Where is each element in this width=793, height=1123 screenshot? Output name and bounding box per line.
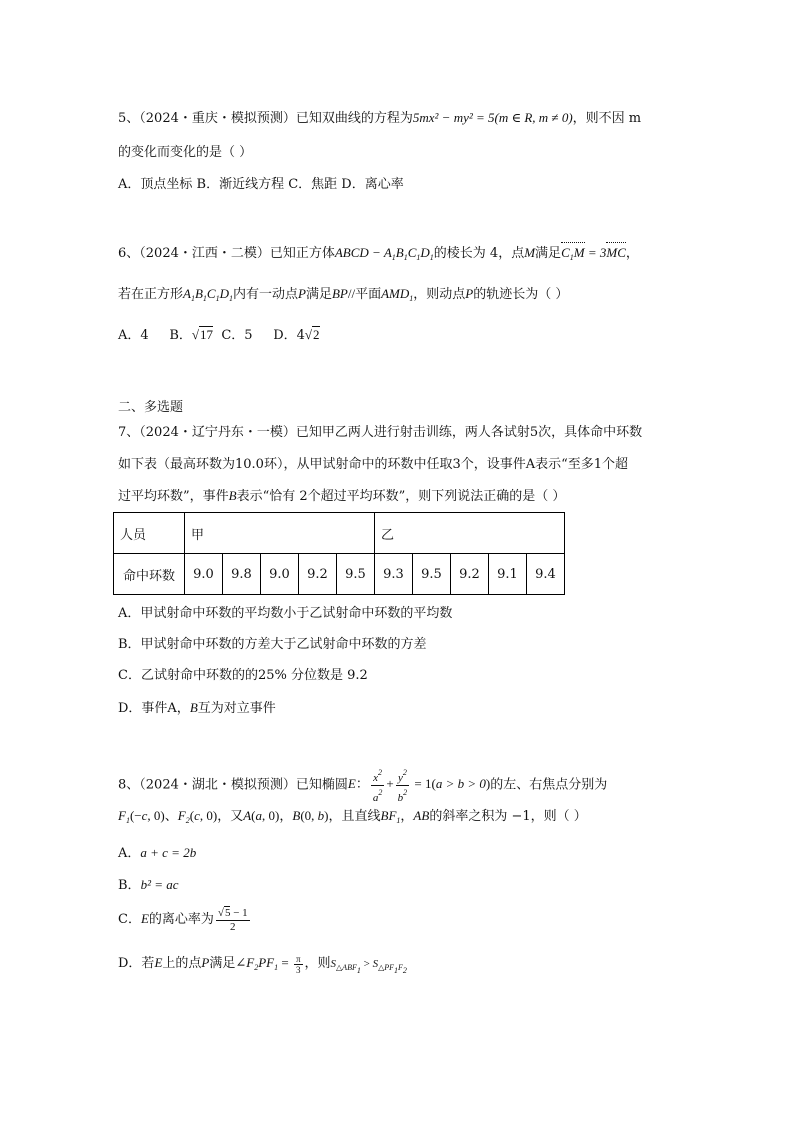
cell-value: 9.5 (413, 554, 451, 595)
q6-cube-name: ABCD − $A_1B_1C_1D_1$ (334, 245, 434, 262)
q7-line2: 如下表（最高环数为10.0环），从甲试射命中的环数中任取3个，设事件A表示“至多1个超 (118, 457, 629, 472)
q8-angle-condition: $\angle F_2PF_1$ = $\frac{\pi}{3}$ (235, 953, 301, 975)
q6-stem-text-3: 满足 (535, 246, 562, 261)
q6-text-d: 平面 (355, 287, 382, 302)
q6-vector-condition: $C_1M = 3MC$ (561, 245, 626, 260)
q8-area-comparison: $S_{\triangle ABF_1} > S_{\triangle PF_1F_2}$ (330, 958, 407, 975)
q8-option-c-label: C． (118, 912, 141, 927)
q8-option-b-label: B． (118, 878, 141, 893)
q8-line-bf1: $BF_1$ (380, 808, 401, 825)
q7-option-a: A．甲试射命中环数的平均数小于乙试射命中环数的平均数 (118, 606, 453, 621)
q8-option-a-label: A． (118, 846, 141, 861)
q6-point-p: P (298, 286, 306, 301)
q8-text-d2: ，且直线 (328, 809, 381, 824)
cell-value: 9.3 (375, 554, 413, 595)
q6-text-f: 的轨迹长为（ ） (473, 287, 569, 302)
section-title: 二、多选题 (118, 400, 184, 415)
shooting-table (113, 512, 565, 595)
q8-text-b2: ，又 (217, 809, 244, 824)
q7-option-d-tail: 互为对立事件 (197, 701, 276, 716)
q6-plane-name: $AMD_1$ (381, 286, 414, 303)
q8-text-a: 8、（2024・湖北・模拟预测）已知椭圆 (118, 777, 348, 793)
q6-stem-text: 6、（2024・江西・二模）已知正方体 (118, 246, 335, 261)
q8-text-b: 的左、右焦点分别为 (490, 777, 608, 793)
q6-stem-text-2: 的棱长为 4，点 (433, 246, 525, 261)
q8-ellipse-e: E (140, 911, 149, 926)
q8-line1 (118, 766, 607, 805)
q7-option-d (118, 699, 276, 718)
table-row (114, 513, 565, 554)
q7-option-c: C．乙试射命中环数的的25% 分位数是 9.2 (118, 668, 368, 683)
q7-text-a: 过平均环数”，事件 (118, 489, 229, 504)
q6-option-d: D．4 (273, 328, 305, 343)
q6-point-m: M (524, 245, 536, 260)
table-row (114, 554, 565, 595)
row-label: 命中环数 (114, 554, 185, 595)
q6-option-b: B． (169, 328, 192, 343)
q8-ellipse-e-2: E (154, 955, 163, 970)
q8-ellipse-equation: E： $\frac{x^2}{a^2}$ + $\frac{y^2}{b^2}$ = 1(a > b > 0) (347, 768, 491, 804)
q8-text-c2: ， (279, 809, 293, 824)
q8-option-c-text: 的离心率为 (148, 912, 214, 927)
cell-value: 9.0 (261, 554, 299, 595)
q6-line2 (118, 285, 568, 308)
q8-option-d-label: D．若 (118, 956, 155, 971)
cell-value: 9.4 (527, 554, 565, 595)
q8-option-d-text-b: 上的点 (162, 956, 202, 971)
q6-parallel-condition: BP// (331, 286, 356, 301)
q7-event-b: B (228, 488, 237, 503)
q6-options (118, 326, 320, 345)
q5-line2: 的变化而变化的是（ ） (118, 145, 253, 160)
q7-option-d-text: D．事件A， (118, 701, 190, 716)
q8-option-d-text-c: 满足 (209, 956, 236, 971)
q8-option-d (118, 950, 407, 984)
q6-option-c: C．5 (221, 328, 253, 343)
q7-event-b-2: B (189, 700, 198, 715)
q7-line3 (118, 487, 565, 506)
q8-option-b (118, 876, 179, 895)
cell-value: 9.8 (223, 554, 261, 595)
q5-equation: 5mx² − my² = 5(m ∈ R, m ≠ 0) (412, 110, 573, 125)
q6-text-a: 若在正方形 (118, 287, 184, 302)
q7-text-b: 表示“恰有 2个超过平均环数”，则下列说法正确的是（ ） (236, 489, 566, 504)
q8-option-d-text-d: ，则 (304, 956, 331, 971)
q6-line1: 6、（2024・江西・二模）已知正方体ABCD − $A_1B_1C_1D_1$的棱长为 4，点M满足$C_1M = 3MC$， (118, 244, 639, 267)
q6-option-d-value: √2 (304, 327, 320, 342)
cell-value: 9.5 (337, 554, 375, 595)
q8-text-a2: 、 (164, 809, 178, 824)
q5-line1 (118, 109, 641, 128)
q6-option-b-value: √17 (191, 327, 214, 342)
cell-value: 9.0 (185, 554, 223, 595)
q6-text-e: ，则动点 (413, 287, 466, 302)
q8-option-b-eq: b² = ac (140, 877, 179, 892)
q8-line-ab: AB (413, 808, 430, 823)
q7-line1: 7、（2024・辽宁丹东・一模）已知甲乙两人进行射击训练，两人各试射5次，具体命中环数 (118, 425, 643, 440)
q8-line2 (118, 807, 587, 830)
header-yi: 乙 (375, 513, 565, 554)
q8-point-p: P (201, 955, 210, 970)
cell-value: 9.2 (451, 554, 489, 595)
q8-option-a-eq: a + c = 2b (140, 845, 197, 860)
q8-text-e2: ， (400, 809, 414, 824)
q7-option-b: B．甲试射命中环数的方差大于乙试射命中环数的方差 (118, 637, 427, 652)
q8-point-b: B(0, b) (292, 808, 329, 823)
q8-point-a: A(a, 0) (243, 808, 280, 823)
q8-option-c (118, 904, 252, 935)
header-jia: 甲 (185, 513, 375, 554)
header-personnel: 人员 (114, 513, 185, 554)
q6-text-b: 内有一动点 (232, 287, 298, 302)
q8-eccentricity-value: $\frac{√5 - 1}{2}$ (217, 906, 248, 933)
cell-value: 9.2 (299, 554, 337, 595)
q6-square-name: $A_1B_1C_1D_1$ (183, 286, 233, 303)
q5-stem-text: 5、（2024・重庆・模拟预测）已知双曲线的方程为 (118, 111, 413, 126)
q8-focus-f2: $F_2(c$, 0) (177, 808, 218, 825)
q8-focus-f1: $F_1(-c$, 0) (118, 808, 165, 825)
cell-value: 9.1 (489, 554, 527, 595)
q6-text-c: 满足 (305, 287, 332, 302)
q6-option-a: A．4 (118, 328, 149, 343)
q8-text-f2: 的斜率之积为 −1，则（ ） (429, 809, 587, 824)
q6-point-p-2: P (465, 286, 474, 301)
q5-options: A．顶点坐标 B．渐近线方程 C．焦距 D．离心率 (118, 177, 404, 192)
q5-stem-tail: ，则不因 m (572, 111, 642, 126)
q8-option-a (118, 844, 196, 863)
